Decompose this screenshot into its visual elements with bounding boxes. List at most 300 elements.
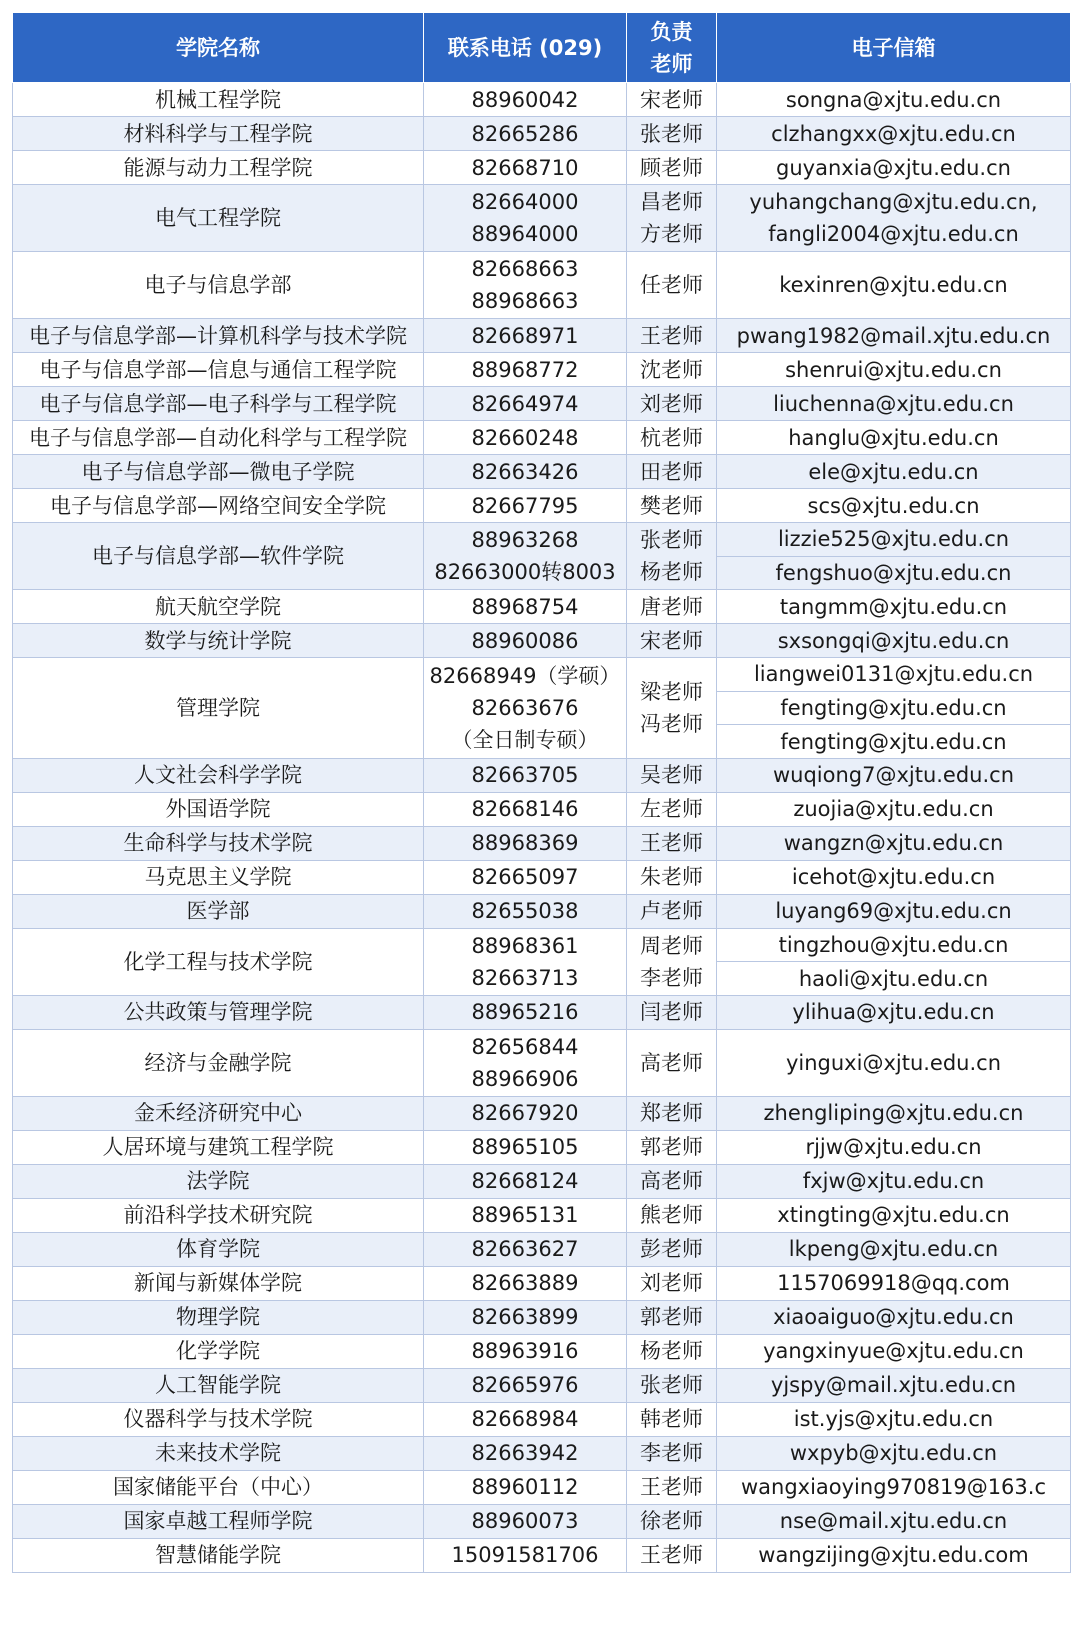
email-text[interactable]: nse@mail.xjtu.edu.cn — [779, 1509, 1008, 1534]
cell-email[interactable] — [717, 624, 1071, 658]
table-row — [13, 995, 1071, 1029]
cell-college: 材料科学与工程学院 — [13, 117, 424, 151]
teacher-text: 卢老师 — [640, 899, 703, 924]
cell-email[interactable] — [717, 387, 1071, 421]
cell-phone — [424, 117, 627, 151]
cell-teacher — [627, 353, 717, 387]
cell-college: 人文社会科学学院 — [13, 758, 424, 792]
email-text[interactable]: fangli2004@xjtu.edu.cn — [768, 222, 1019, 246]
cell-phone — [424, 1436, 627, 1470]
cell-teacher — [627, 1130, 717, 1164]
cell-phone — [424, 792, 627, 826]
email-text[interactable]: hanglu@xjtu.edu.cn — [788, 425, 999, 450]
cell-email[interactable] — [717, 1538, 1071, 1572]
phone-text: 82663676 — [471, 695, 579, 720]
email-text[interactable]: icehot@xjtu.edu.cn — [791, 865, 996, 890]
email-text[interactable]: ele@xjtu.edu.cn — [808, 459, 979, 484]
cell-phone — [424, 1538, 627, 1572]
teacher-text: 彭老师 — [640, 1237, 703, 1262]
email-text[interactable]: rjjw@xjtu.edu.cn — [805, 1135, 982, 1160]
cell-teacher — [627, 792, 717, 826]
phone-text: 88960086 — [471, 628, 579, 653]
cell-college: 电子与信息学部 — [13, 252, 424, 319]
column-header-phone: 联系电话 (029) — [424, 13, 627, 83]
cell-email[interactable] — [717, 319, 1071, 353]
email-text[interactable]: tangmm@xjtu.edu.cn — [779, 594, 1008, 619]
phone-text: 82667920 — [471, 1101, 579, 1126]
email-text[interactable]: sxsongqi@xjtu.edu.cn — [777, 628, 1010, 653]
cell-college: 电子与信息学部—软件学院 — [13, 523, 424, 590]
cell-college: 马克思主义学院 — [13, 860, 424, 894]
cell-phone — [424, 353, 627, 387]
phone-text: 82656844 — [471, 1034, 579, 1059]
teacher-text: 高老师 — [640, 1050, 703, 1075]
teacher-text: 闫老师 — [640, 1000, 703, 1025]
table-row — [13, 758, 1071, 792]
cell-email[interactable] — [717, 1402, 1071, 1436]
phone-text: 88964000 — [471, 222, 579, 246]
cell-college: 数学与统计学院 — [13, 624, 424, 658]
table-row — [13, 1334, 1071, 1368]
cell-teacher — [627, 1232, 717, 1266]
email-text[interactable]: zuojia@xjtu.edu.cn — [793, 797, 994, 822]
cell-email[interactable]: haoli@xjtu.edu.cn — [717, 962, 1071, 996]
email-text[interactable]: yangxinyue@xjtu.edu.cn — [763, 1339, 1024, 1364]
cell-email[interactable] — [717, 1232, 1071, 1266]
cell-email[interactable] — [717, 1130, 1071, 1164]
cell-teacher — [627, 421, 717, 455]
cell-teacher — [627, 590, 717, 624]
cell-college: 化学学院 — [13, 1334, 424, 1368]
cell-college: 未来技术学院 — [13, 1436, 424, 1470]
cell-phone — [424, 1402, 627, 1436]
phone-text: 88965105 — [471, 1135, 579, 1160]
cell-college: 法学院 — [13, 1164, 424, 1198]
email-text[interactable]: luyang69@xjtu.edu.cn — [775, 899, 1012, 924]
cell-email[interactable] — [717, 894, 1071, 928]
teacher-text: 樊老师 — [640, 493, 703, 518]
teacher-text: 任老师 — [640, 273, 703, 297]
phone-text: 88960073 — [471, 1509, 579, 1534]
email-text[interactable]: yjspy@mail.xjtu.edu.cn — [770, 1373, 1017, 1398]
teacher-text: 王老师 — [640, 323, 703, 348]
cell-teacher — [627, 1334, 717, 1368]
cell-email[interactable]: tingzhou@xjtu.edu.cn — [717, 928, 1071, 962]
cell-email[interactable] — [717, 1368, 1071, 1402]
cell-teacher — [627, 894, 717, 928]
table-row — [13, 860, 1071, 894]
cell-phone — [424, 894, 627, 928]
cell-college: 电气工程学院 — [13, 185, 424, 252]
email-text[interactable]: zhengliping@xjtu.edu.cn — [763, 1101, 1024, 1126]
phone-text: 82663889 — [471, 1271, 579, 1296]
table-row — [13, 1232, 1071, 1266]
cell-email[interactable]: lizzie525@xjtu.edu.cn — [717, 523, 1071, 557]
teacher-text: 顾老师 — [640, 155, 703, 180]
cell-email[interactable] — [717, 1266, 1071, 1300]
cell-phone — [424, 624, 627, 658]
cell-email[interactable] — [717, 1029, 1071, 1096]
teacher-text: 沈老师 — [640, 357, 703, 382]
email-text[interactable]: fxjw@xjtu.edu.cn — [802, 1169, 985, 1194]
table-header-row — [13, 13, 1071, 83]
cell-email[interactable] — [717, 1096, 1071, 1130]
phone-text: 15091581706 — [451, 1543, 599, 1568]
cell-college: 公共政策与管理学院 — [13, 995, 424, 1029]
cell-email[interactable] — [717, 151, 1071, 185]
cell-college: 化学工程与技术学院 — [13, 928, 424, 995]
phone-text: 88968663 — [471, 289, 579, 313]
cell-teacher — [627, 624, 717, 658]
cell-college: 外国语学院 — [13, 792, 424, 826]
email-text[interactable]: wangzn@xjtu.edu.cn — [783, 831, 1004, 856]
phone-text: （全日制专硕） — [451, 727, 599, 752]
cell-phone — [424, 928, 627, 995]
cell-teacher — [627, 995, 717, 1029]
cell-email[interactable] — [717, 1198, 1071, 1232]
email-text[interactable]: ylihua@xjtu.edu.cn — [792, 1000, 995, 1025]
cell-phone — [424, 1470, 627, 1504]
cell-college: 电子与信息学部—网络空间安全学院 — [13, 489, 424, 523]
cell-teacher — [627, 489, 717, 523]
cell-college: 电子与信息学部—电子科学与工程学院 — [13, 387, 424, 421]
column-header-teacher — [627, 13, 717, 83]
teacher-text: 高老师 — [640, 1169, 703, 1194]
teacher-text: 韩老师 — [640, 1407, 703, 1432]
cell-teacher — [627, 83, 717, 117]
teacher-text: 朱老师 — [640, 865, 703, 890]
table-row — [13, 489, 1071, 523]
cell-email[interactable] — [717, 826, 1071, 860]
phone-text: 88968369 — [471, 831, 579, 856]
table-row — [13, 523, 1071, 557]
email-text[interactable]: yuhangchang@xjtu.edu.cn, — [749, 190, 1038, 214]
cell-teacher — [627, 1198, 717, 1232]
email-text[interactable]: clzhangxx@xjtu.edu.cn — [771, 121, 1016, 146]
email-text[interactable]: liuchenna@xjtu.edu.cn — [773, 391, 1014, 416]
table-row — [13, 826, 1071, 860]
phone-text: 82668146 — [471, 797, 579, 822]
teacher-text: 郭老师 — [640, 1305, 703, 1330]
table-row — [13, 1402, 1071, 1436]
phone-text: 82668124 — [471, 1169, 579, 1194]
phone-text: 88963916 — [471, 1339, 579, 1364]
teacher-text: 李老师 — [640, 1441, 703, 1466]
email-text[interactable]: kexinren@xjtu.edu.cn — [779, 273, 1008, 297]
cell-phone — [424, 455, 627, 489]
email-text[interactable]: wxpyb@xjtu.edu.cn — [789, 1441, 998, 1466]
table-row — [13, 1266, 1071, 1300]
cell-email[interactable] — [717, 489, 1071, 523]
table-row — [13, 1198, 1071, 1232]
cell-phone — [424, 995, 627, 1029]
cell-phone — [424, 758, 627, 792]
column-header-email: 电子信箱 — [717, 13, 1071, 83]
cell-teacher — [627, 387, 717, 421]
teacher-text: 王老师 — [640, 1543, 703, 1568]
phone-text: 82663426 — [471, 459, 579, 484]
cell-college: 电子与信息学部—计算机科学与技术学院 — [13, 319, 424, 353]
phone-text: 82665976 — [471, 1373, 579, 1398]
cell-teacher — [627, 1436, 717, 1470]
phone-text: 88963268 — [471, 528, 579, 552]
cell-teacher — [627, 151, 717, 185]
cell-phone — [424, 83, 627, 117]
cell-college: 智慧储能学院 — [13, 1538, 424, 1572]
table-row — [13, 1029, 1071, 1096]
cell-college: 仪器科学与技术学院 — [13, 1402, 424, 1436]
cell-college: 体育学院 — [13, 1232, 424, 1266]
phone-text: 88960112 — [471, 1475, 579, 1500]
table-row — [13, 1164, 1071, 1198]
cell-college: 管理学院 — [13, 658, 424, 759]
cell-teacher — [627, 1096, 717, 1130]
email-text[interactable]: xtingting@xjtu.edu.cn — [777, 1203, 1010, 1228]
phone-text: 82655038 — [471, 899, 579, 924]
cell-college: 经济与金融学院 — [13, 1029, 424, 1096]
table-row — [13, 319, 1071, 353]
table-row — [13, 353, 1071, 387]
cell-teacher — [627, 758, 717, 792]
cell-phone — [424, 1266, 627, 1300]
cell-teacher — [627, 658, 717, 759]
table-row — [13, 1300, 1071, 1334]
teacher-text: 冯老师 — [640, 711, 703, 736]
teacher-text: 张老师 — [640, 528, 703, 552]
teacher-text: 梁老师 — [640, 679, 703, 704]
phone-text: 88968754 — [471, 594, 579, 619]
table-row — [13, 185, 1071, 252]
teacher-text: 王老师 — [640, 831, 703, 856]
table-row — [13, 151, 1071, 185]
table-row — [13, 792, 1071, 826]
email-text[interactable]: guyanxia@xjtu.edu.cn — [776, 155, 1011, 180]
cell-college: 电子与信息学部—自动化科学与工程学院 — [13, 421, 424, 455]
email-text[interactable]: lkpeng@xjtu.edu.cn — [788, 1237, 999, 1262]
cell-email[interactable] — [717, 1436, 1071, 1470]
cell-email[interactable] — [717, 252, 1071, 319]
cell-email[interactable] — [717, 1164, 1071, 1198]
cell-college: 人居环境与建筑工程学院 — [13, 1130, 424, 1164]
cell-phone — [424, 590, 627, 624]
teacher-text: 唐老师 — [640, 594, 703, 619]
cell-teacher — [627, 1164, 717, 1198]
cell-phone — [424, 523, 627, 590]
cell-email[interactable]: fengting@xjtu.edu.cn — [717, 691, 1071, 725]
teacher-text: 李老师 — [640, 965, 703, 990]
cell-email[interactable] — [717, 860, 1071, 894]
email-text[interactable]: ist.yjs@xjtu.edu.cn — [793, 1407, 994, 1432]
cell-email[interactable] — [717, 792, 1071, 826]
cell-email[interactable] — [717, 117, 1071, 151]
email-text[interactable]: wangzijing@xjtu.edu.com — [758, 1543, 1029, 1568]
cell-email[interactable] — [717, 421, 1071, 455]
teacher-text: 郭老师 — [640, 1135, 703, 1160]
table-row — [13, 1538, 1071, 1572]
teacher-text: 杨老师 — [640, 1339, 703, 1364]
cell-email[interactable] — [717, 1334, 1071, 1368]
table-row — [13, 894, 1071, 928]
cell-teacher — [627, 1300, 717, 1334]
teacher-text: 杭老师 — [640, 425, 703, 450]
cell-phone — [424, 1198, 627, 1232]
teacher-text: 郑老师 — [640, 1101, 703, 1126]
cell-phone — [424, 1164, 627, 1198]
cell-email[interactable] — [717, 83, 1071, 117]
cell-email[interactable]: fengting@xjtu.edu.cn — [717, 725, 1071, 759]
email-text[interactable]: wuqiong7@xjtu.edu.cn — [772, 763, 1015, 788]
email-text[interactable]: yinguxi@xjtu.edu.cn — [785, 1050, 1002, 1075]
phone-text: 82663705 — [471, 763, 579, 788]
cell-email[interactable] — [717, 1504, 1071, 1538]
cell-college: 医学部 — [13, 894, 424, 928]
cell-phone — [424, 387, 627, 421]
cell-teacher — [627, 928, 717, 995]
email-text[interactable]: shenrui@xjtu.edu.cn — [785, 357, 1002, 382]
cell-college: 能源与动力工程学院 — [13, 151, 424, 185]
cell-teacher — [627, 252, 717, 319]
cell-phone — [424, 1096, 627, 1130]
cell-email[interactable] — [717, 758, 1071, 792]
cell-teacher — [627, 1368, 717, 1402]
teacher-text: 田老师 — [640, 459, 703, 484]
contact-table — [12, 12, 1071, 1573]
teacher-text: 宋老师 — [640, 87, 703, 112]
cell-teacher — [627, 1029, 717, 1096]
email-text[interactable]: wangxiaoying970819@163.c — [740, 1475, 1047, 1500]
cell-teacher — [627, 523, 717, 590]
cell-phone — [424, 860, 627, 894]
email-text[interactable]: xiaoaiguo@xjtu.edu.cn — [773, 1305, 1014, 1330]
cell-teacher — [627, 1470, 717, 1504]
phone-text: 82668984 — [471, 1407, 579, 1432]
table-body — [13, 83, 1071, 1573]
cell-college: 人工智能学院 — [13, 1368, 424, 1402]
cell-teacher — [627, 319, 717, 353]
cell-phone — [424, 1368, 627, 1402]
phone-text: 88968772 — [471, 357, 579, 382]
cell-phone — [424, 1300, 627, 1334]
cell-email[interactable] — [717, 353, 1071, 387]
cell-email[interactable] — [717, 1300, 1071, 1334]
phone-text: 82667795 — [471, 493, 579, 518]
cell-college: 金禾经济研究中心 — [13, 1096, 424, 1130]
cell-college: 新闻与新媒体学院 — [13, 1266, 424, 1300]
cell-teacher — [627, 1266, 717, 1300]
phone-text: 82668949（学硕） — [429, 663, 621, 688]
phone-text: 88966906 — [471, 1066, 579, 1091]
contact-table-container — [12, 12, 1070, 1573]
table-row — [13, 1470, 1071, 1504]
cell-phone — [424, 489, 627, 523]
teacher-text: 杨老师 — [640, 560, 703, 584]
phone-text: 82663000转8003 — [434, 560, 616, 584]
teacher-text: 方老师 — [640, 222, 703, 246]
cell-phone — [424, 1232, 627, 1266]
table-row — [13, 117, 1071, 151]
phone-text: 88965216 — [471, 1000, 579, 1025]
phone-text: 88965131 — [471, 1203, 579, 1228]
email-text[interactable]: 1157069918@qq.com — [777, 1271, 1010, 1296]
table-row — [13, 624, 1071, 658]
phone-text: 82663713 — [471, 965, 579, 990]
phone-text: 82668710 — [471, 155, 579, 180]
cell-email[interactable] — [717, 1470, 1071, 1504]
phone-text: 82668663 — [471, 257, 579, 281]
cell-email[interactable]: fengshuo@xjtu.edu.cn — [717, 556, 1071, 590]
cell-email[interactable] — [717, 185, 1071, 252]
teacher-text: 熊老师 — [640, 1203, 703, 1228]
cell-phone — [424, 826, 627, 860]
table-row — [13, 1504, 1071, 1538]
cell-email[interactable] — [717, 590, 1071, 624]
cell-teacher — [627, 1538, 717, 1572]
teacher-text: 徐老师 — [640, 1509, 703, 1534]
cell-teacher — [627, 1402, 717, 1436]
cell-college: 物理学院 — [13, 1300, 424, 1334]
teacher-text: 张老师 — [640, 1373, 703, 1398]
cell-phone — [424, 1130, 627, 1164]
cell-phone — [424, 185, 627, 252]
phone-text: 82663627 — [471, 1237, 579, 1262]
teacher-text: 周老师 — [640, 933, 703, 958]
email-text[interactable]: pwang1982@mail.xjtu.edu.cn — [736, 323, 1051, 348]
table-row — [13, 658, 1071, 692]
cell-college: 电子与信息学部—信息与通信工程学院 — [13, 353, 424, 387]
table-row — [13, 387, 1071, 421]
cell-college: 航天航空学院 — [13, 590, 424, 624]
table-row — [13, 1096, 1071, 1130]
cell-college: 机械工程学院 — [13, 83, 424, 117]
table-row — [13, 590, 1071, 624]
column-header-teacher-line2: 老师 — [650, 51, 693, 76]
cell-phone — [424, 1504, 627, 1538]
phone-text: 82663942 — [471, 1441, 579, 1466]
cell-phone — [424, 319, 627, 353]
cell-email[interactable] — [717, 995, 1071, 1029]
column-header-college: 学院名称 — [13, 13, 424, 83]
table-row — [13, 1436, 1071, 1470]
table-row — [13, 252, 1071, 319]
phone-text: 82668971 — [471, 323, 579, 348]
cell-email[interactable] — [717, 455, 1071, 489]
table-row — [13, 455, 1071, 489]
teacher-text: 张老师 — [640, 121, 703, 146]
table-row — [13, 1130, 1071, 1164]
cell-phone — [424, 1029, 627, 1096]
teacher-text: 昌老师 — [640, 190, 703, 214]
teacher-text: 吴老师 — [640, 763, 703, 788]
teacher-text: 王老师 — [640, 1475, 703, 1500]
phone-text: 82664974 — [471, 391, 579, 416]
phone-text: 82665097 — [471, 865, 579, 890]
email-text[interactable]: scs@xjtu.edu.cn — [807, 493, 980, 518]
cell-college: 电子与信息学部—微电子学院 — [13, 455, 424, 489]
teacher-text: 宋老师 — [640, 628, 703, 653]
cell-phone — [424, 151, 627, 185]
table-row — [13, 421, 1071, 455]
cell-phone — [424, 658, 627, 759]
phone-text: 82665286 — [471, 121, 579, 146]
email-text[interactable]: songna@xjtu.edu.cn — [785, 87, 1002, 112]
cell-phone — [424, 1334, 627, 1368]
cell-email[interactable]: liangwei0131@xjtu.edu.cn — [717, 658, 1071, 692]
cell-teacher — [627, 826, 717, 860]
cell-college: 前沿科学技术研究院 — [13, 1198, 424, 1232]
cell-teacher — [627, 117, 717, 151]
table-row — [13, 83, 1071, 117]
cell-college: 生命科学与技术学院 — [13, 826, 424, 860]
